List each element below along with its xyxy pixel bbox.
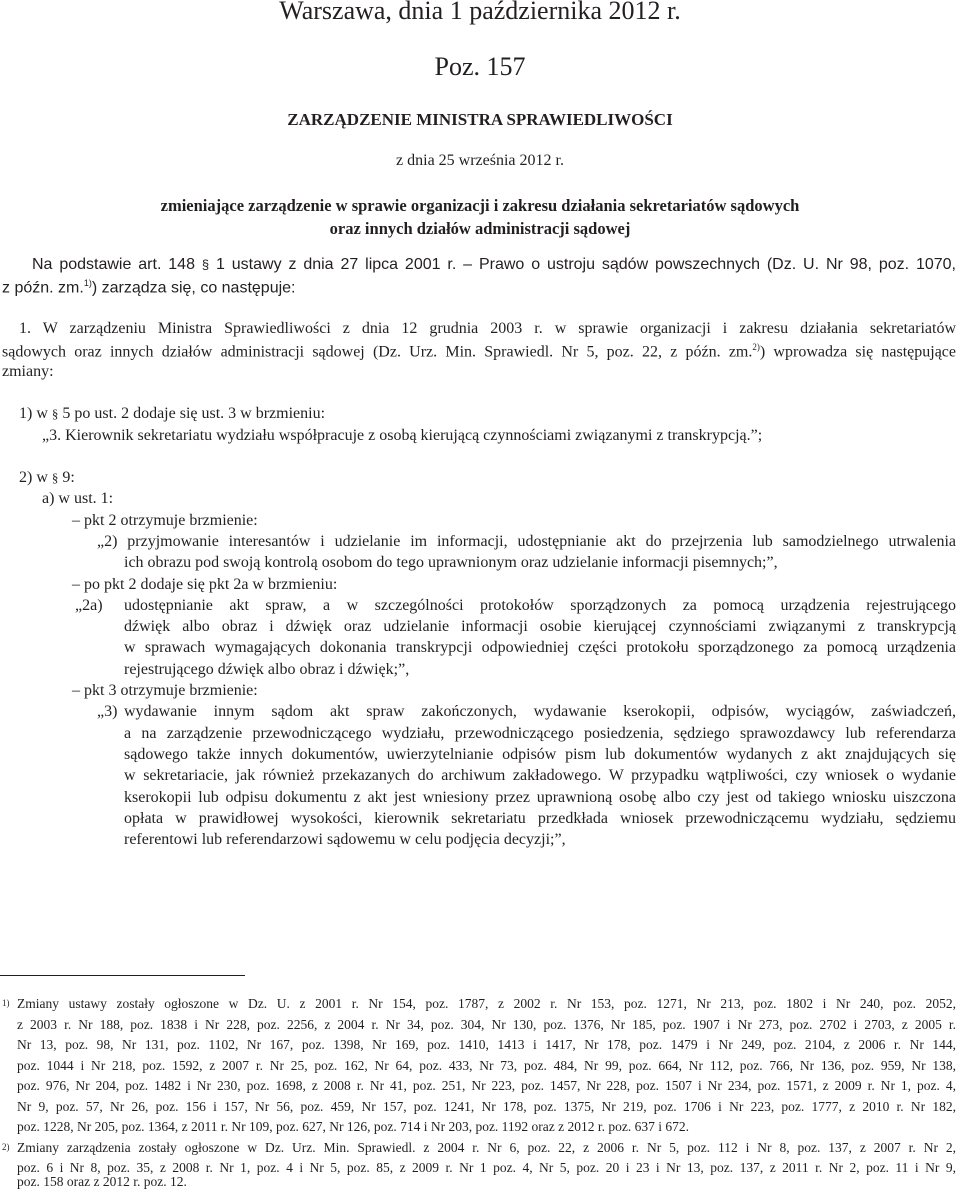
quoted-label: „2a) bbox=[75, 597, 103, 614]
dash-item: – po pkt 2 dodaje się pkt 2a w brzmieniu: bbox=[72, 576, 338, 593]
footnote-line: z 2003 r. Nr 188, poz. 1838 i Nr 228, poz. 2256, z 2004 r. Nr 34, poz. 304, Nr 130, poz. 1376, Nr 185, poz. 1907 i Nr 273, poz. 2702 i 2703, z 2005 r. bbox=[17, 1017, 956, 1032]
footnote-line: poz. 1044 i Nr 218, poz. 1592, z 2007 r. Nr 25, poz. 162, Nr 64, poz. 433, Nr 73, poz. 484, Nr 99, poz. 664, Nr 112, poz. 766, Nr 136, poz. 959, Nr 138, bbox=[17, 1058, 956, 1073]
footnote-line: poz. 1228, Nr 205, poz. 1364, z 2011 r. Nr 109, poz. 627, Nr 126, poz. 714 i Nr 203, poz. 1192 oraz z 2012 r. poz. 637 i 672. bbox=[17, 1119, 690, 1134]
quoted-line: dźwięk albo obraz i dźwięk oraz udzielanie informacji osobie kierującej czynnościami związanymi z transkrypcją bbox=[124, 618, 956, 635]
paragraph-line: 1. W zarządzeniu Ministra Sprawiedliwości z dnia 12 grudnia 2003 r. w sprawie organizacji i zakresu działania sekretariatów bbox=[19, 320, 956, 337]
act-title: ZARZĄDZENIE MINISTRA SPRAWIEDLIWOŚCI bbox=[287, 110, 673, 129]
change-text: „3. Kierownik sekretariatu wydziału współpracuje z osobą kierującą czynnościami związanymi z transkrypcją.”; bbox=[42, 427, 763, 444]
section-sign: § bbox=[201, 257, 210, 272]
position-number: Poz. 157 bbox=[434, 52, 526, 81]
quoted-line: sądowego także innych dokumentów, uwierzytelnianie odpisów pism lub dokumentów wydanych z akt znajdujących się bbox=[124, 746, 956, 763]
footnote-line: poz. 6 i Nr 8, poz. 35, z 2008 r. Nr 1, poz. 4 i Nr 5, poz. 85, z 2009 r. Nr 1 poz. 4, Nr 5, poz. 20 i 23 i Nr 13, poz. 137, z 2011 r. Nr 2, poz. 11 i Nr 9, bbox=[17, 1160, 956, 1175]
quoted-line: referentowi lub referendarzowi sądowemu w celu podjęcia decyzji;”, bbox=[124, 831, 566, 848]
footnote-line: poz. 976, Nr 204, poz. 1482 i Nr 230, poz. 1698, z 2008 r. Nr 41, poz. 251, Nr 223, poz. 1457, Nr 228, poz. 1507 i Nr 234, poz. 1571, z 2009 r. Nr 1, poz. 4, bbox=[17, 1078, 956, 1093]
footnote-line: Zmiany ustawy zostały ogłoszone w Dz. U. z 2001 r. Nr 154, poz. 1787, z 2002 r. Nr 153, poz. 1271, Nr 213, poz. 1802 i Nr 240, poz. 2052, bbox=[17, 996, 956, 1011]
section-sign: § bbox=[51, 470, 59, 485]
subsection-a: a) w ust. 1: bbox=[42, 490, 114, 507]
paragraph-line: zmiany: bbox=[2, 363, 54, 380]
act-subject-line: zmieniające zarządzenie w sprawie organizacji i zakresu działania sekretariatów sądowych bbox=[160, 196, 800, 215]
quoted-line: w sekretariacie, jak również przekazanych do archiwum zakładowego. W przypadku wątpliwości, czy wniosek o wydanie bbox=[124, 767, 956, 784]
quoted-line: udostępnianie akt spraw, a w szczególności protokołów sporządzonych za pomocą urządzenia rejestrującego bbox=[124, 597, 956, 614]
quoted-line: „2) przyjmowanie interesantów i udzielanie im informacji, udostępnianie akt do przejrzenia lub samodzielnego utrwalenia bbox=[97, 533, 956, 550]
publication-date: Warszawa, dnia 1 października 2012 r. bbox=[279, 0, 681, 25]
quoted-line: rejestrującego dźwięk albo obraz i dźwięk;”, bbox=[124, 661, 410, 678]
footnote-line: Zmiany zarządzenia zostały ogłoszone w Dz. Urz. Min. Sprawiedl. z 2004 r. Nr 6, poz. 22, z 2006 r. Nr 5, poz. 112 i Nr 8, poz. 137, z 2007 r. Nr 2, bbox=[17, 1140, 956, 1155]
quoted-label: „3) bbox=[97, 703, 118, 720]
quoted-line: w sprawach wymagających dokonania transkrypcji odpowiedniej części protokołu sporządzonego za pomocą urządzenia bbox=[124, 639, 956, 656]
paragraph-line: sądowych oraz innych działów administracji sądowej (Dz. Urz. Min. Sprawiedl. Nr 5, poz. 22, z późn. zm.$^{2)}$) wprowadza się następujące bbox=[2, 342, 957, 361]
preamble-line: z późn. zm.$^{1)}$) zarządza się, co następuje: bbox=[2, 278, 296, 297]
footnote-line: Nr 9, poz. 57, Nr 26, poz. 156 i 157, Nr 56, poz. 459, Nr 157, poz. 1241, Nr 178, poz. 1375, Nr 219, poz. 1706 i Nr 223, poz. 1777, z 2010 r. Nr 182, bbox=[17, 1099, 956, 1114]
quoted-line: a na zarządzenie przewodniczącego wydziału, przewodniczącego posiedzenia, sędziego sprawozdawcy lub referendarza bbox=[124, 725, 956, 742]
act-date: z dnia 25 września 2012 r. bbox=[396, 152, 564, 169]
change-heading: 1) w § 5 po ust. 2 dodaje się ust. 3 w brzmieniu: bbox=[19, 405, 326, 422]
section-sign: § bbox=[51, 406, 59, 421]
dash-item: – pkt 2 otrzymuje brzmienie: bbox=[72, 512, 258, 529]
footnote-mark: 1) bbox=[2, 998, 10, 1008]
footnote-line: Nr 13, poz. 98, Nr 131, poz. 1102, Nr 167, poz. 1398, Nr 169, poz. 1410, 1413 i 1417, Nr 178, poz. 1479 i Nr 249, poz. 2104, z 2006 r. Nr 144, bbox=[17, 1037, 956, 1052]
footnote-ref: 1) bbox=[83, 278, 92, 288]
footnote-divider bbox=[0, 975, 245, 976]
change-heading: 2) w § 9: bbox=[19, 469, 75, 486]
act-subject bbox=[0, 194, 960, 240]
quoted-line: ich obrazu pod swoją kontrolą osobom do tego uprawnionym oraz udzielanie informacji pisemnych;”, bbox=[124, 554, 778, 571]
footnote-mark: 2) bbox=[2, 1142, 10, 1152]
act-subject-line: oraz innych działów administracji sądowej bbox=[329, 219, 631, 238]
quoted-line: kserokopii lub odpisu dokumentu z akt jest wniesiony przez uprawnioną osobę albo czy jest od takiego wniosku uiszczona bbox=[124, 789, 956, 806]
dash-item: – pkt 3 otrzymuje brzmienie: bbox=[72, 682, 258, 699]
quoted-line: wydawanie innym sądom akt spraw zakończonych, wydawanie kserokopii, odpisów, wyciągów, zaświadczeń, bbox=[124, 703, 956, 720]
quoted-line: opłata w prawidłowej wysokości, kierownik sekretariatu przedkłada wniosek przewodniczącemu wydziału, sędziemu bbox=[124, 810, 956, 827]
preamble-line: Na podstawie art. 148 § 1 ustawy z dnia 27 lipca 2001 r. – Prawo o ustroju sądów powszechnych (Dz. U. Nr 98, poz. 1070, bbox=[32, 256, 956, 273]
footnote-line: poz. 158 oraz z 2012 r. poz. 12. bbox=[17, 1174, 187, 1189]
footnote-ref: 2) bbox=[752, 342, 760, 352]
